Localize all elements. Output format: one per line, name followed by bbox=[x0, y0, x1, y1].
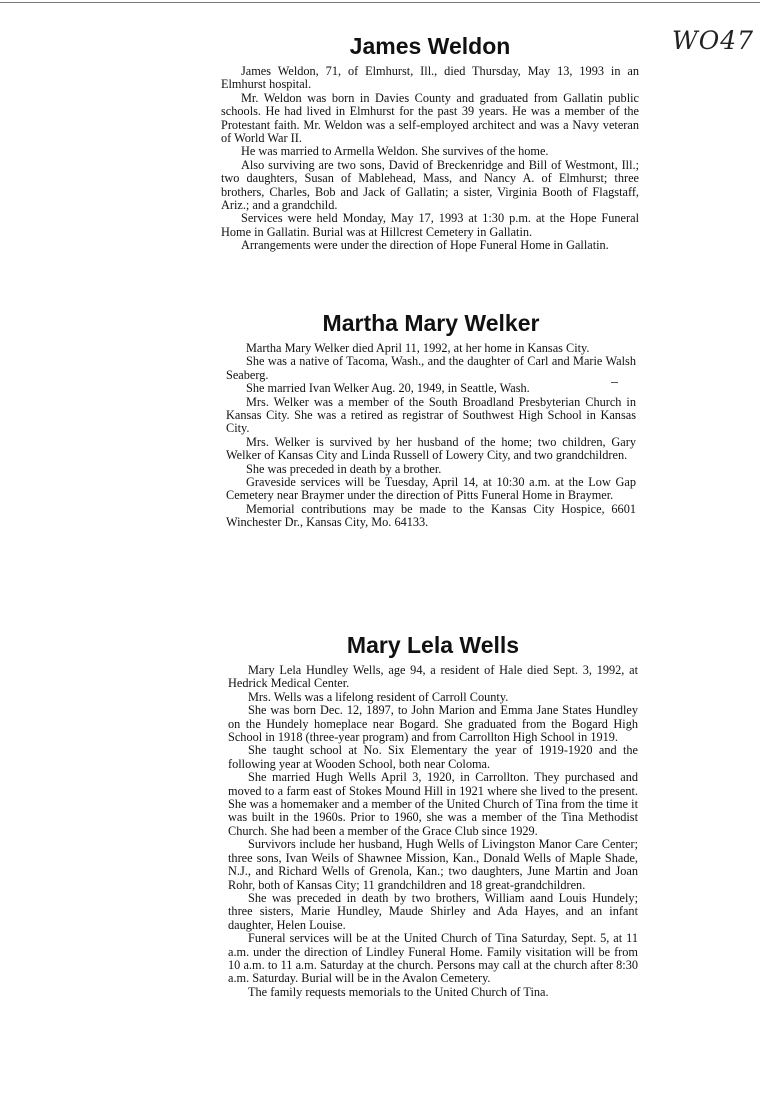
obituary-paragraph: James Weldon, 71, of Elmhurst, Ill., died Thursday, May 13, 1993 in an Elmhurst hospital. bbox=[221, 64, 639, 92]
obituary-heading: Martha Mary Welker bbox=[322, 310, 540, 336]
obituary-heading: Mary Lela Wells bbox=[346, 632, 520, 658]
obituary-paragraph: Funeral services will be at the United Church of Tina Saturday, Sept. 5, at 11 a.m. under the direction of Lindley Funeral Home. Family visitation will be from 10 a.m. to 11 a.m. Saturday at the church. Persons may call at the church after 8:30 a.m. Saturday. Burial will be in the Avalon Cemetery. bbox=[228, 931, 638, 986]
obituary-paragraph: She taught school at No. Six Elementary the year of 1919-1920 and the following year at Wooden School, both near Coloma. bbox=[228, 743, 638, 771]
scan-top-border bbox=[0, 2, 760, 3]
obituary-paragraph: Mrs. Welker is survived by her husband of the home; two children, Gary Welker of Kansas City and Linda Russell of Lowery City, and two grandchildren. bbox=[226, 434, 636, 463]
obituary-paragraph: She married Ivan Welker Aug. 20, 1949, in Seattle, Wash. bbox=[246, 381, 530, 396]
obituary-paragraph: She was preceded in death by a brother. bbox=[246, 461, 442, 476]
obituary-paragraph: He was married to Armella Weldon. She survives of the home. bbox=[241, 144, 549, 159]
obituary-paragraph: Mary Lela Hundley Wells, age 94, a resident of Hale died Sept. 3, 1992, at Hedrick Medical Center. bbox=[228, 663, 638, 691]
obituary-paragraph: The family requests memorials to the United Church of Tina. bbox=[248, 984, 549, 999]
obituary-paragraph: She was a native of Tacoma, Wash., and the daughter of Carl and Marie Walsh Seaberg. bbox=[226, 354, 636, 382]
obituary-james-weldon bbox=[221, 33, 639, 253]
obituary-paragraph: Mrs. Welker was a member of the South Broadland Presbyterian Church in Kansas City. She was a retired as registrar of Southwest High School in Kansas City. bbox=[226, 394, 636, 436]
obituary-martha-mary-welker bbox=[226, 310, 636, 530]
obituary-heading: James Weldon bbox=[349, 33, 511, 59]
obituary-paragraph: She was preceded in death by two brothers, William aand Louis Hundely; three sisters, Marie Hundley, Maude Shirley and Ada Hayes, and an infant daughter, Helen Louise. bbox=[228, 890, 638, 932]
obituary-paragraph: Mrs. Wells was a lifelong resident of Carroll County. bbox=[248, 689, 509, 704]
obituary-paragraph: Survivors include her husband, Hugh Wells of Livingston Manor Care Center; three sons, Ivan Weils of Shawnee Mission, Kan., Donald Wells of Maple Shade, N.J., and Richard Wells of Grenola, Kan.; two daughters, June Martin and Joan Rohr, both of Kansas City; 11 grandchildren and 18 great-grandchildren. bbox=[228, 837, 638, 892]
obituary-paragraph: Graveside services will be Tuesday, April 14, at 10:30 a.m. at the Low Gap Cemetery near Braymer under the direction of Pitts Funeral Home in Braymer. bbox=[226, 475, 636, 503]
scan-mark bbox=[611, 382, 618, 383]
obituary-paragraph: She was born Dec. 12, 1897, to John Marion and Emma Jane States Hundley on the Hundely homeplace near Bogard. She graduated from the Bogard High School in 1918 (three-year program) and from Carrollton High School in 1919. bbox=[228, 703, 638, 745]
obituary-paragraph: Memorial contributions may be made to the Kansas City Hospice, 6601 Winchester Dr., Kansas City, Mo. 64133. bbox=[226, 501, 636, 530]
obituary-paragraph: She married Hugh Wells April 3, 1920, in Carrollton. They purchased and moved to a farm east of Stokes Mound Hill in 1921 where she lived to the present. She was a homemaker and a member of the United Church of Tina from the time it was built in the 1960s. Prior to 1960, she was a member of the Tina Methodist Church. She had been a member of the Grace Club since 1929. bbox=[228, 770, 638, 838]
handwritten-annotation: WO47 bbox=[672, 26, 755, 55]
obituary-paragraph: Also surviving are two sons, David of Breckenridge and Bill of Westmont, Ill.; two daughters, Susan of Mablehead, Mass, and Nancy A. of Elmhurst; three brothers, Charles, Bob and Jack of Gallatin; a sister, Virginia Booth of Flagstaff, Ariz.; and a grandchild. bbox=[221, 157, 639, 213]
obituary-mary-lela-wells bbox=[228, 632, 638, 999]
obituary-paragraph: Services were held Monday, May 17, 1993 at 1:30 p.m. at the Hope Funeral Home in Gallatin. Burial was at Hillcrest Cemetery in Gallatin. bbox=[221, 211, 639, 239]
obituary-paragraph: Mr. Weldon was born in Davies County and graduated from Gallatin public schools. He had lived in Elmhurst for the past 39 years. He was a member of the Protestant faith. Mr. Weldon was a self-employed architect and was a Navy veteran of World War II. bbox=[221, 90, 639, 146]
obituary-paragraph: Martha Mary Welker died April 11, 1992, at her home in Kansas City. bbox=[246, 341, 590, 355]
obituary-paragraph: Arrangements were under the direction of Hope Funeral Home in Gallatin. bbox=[241, 238, 609, 253]
